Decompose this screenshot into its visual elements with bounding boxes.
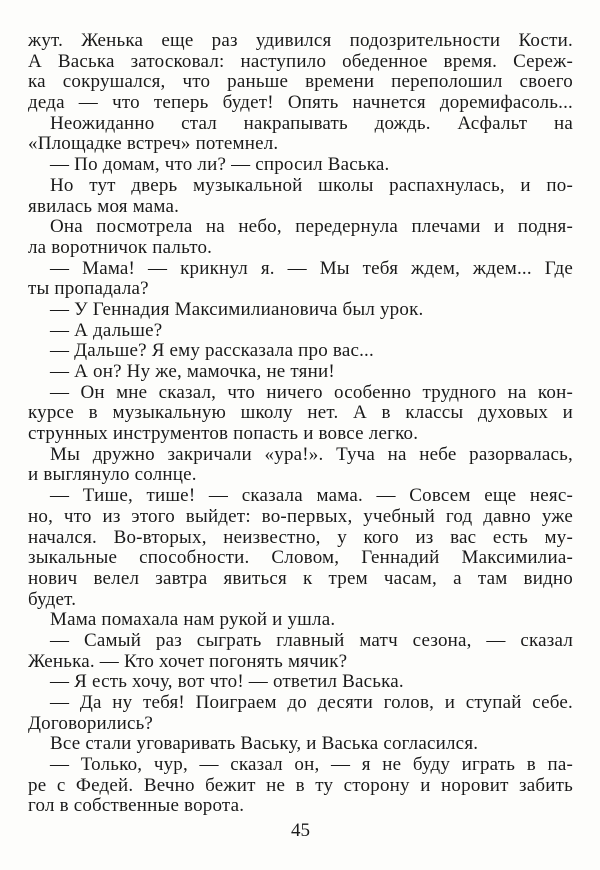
text-line: жут. Женька еще раз удивился подозрительности Кости. (28, 30, 573, 51)
text-line: зыкальные способности. Словом, Геннадий Максимилиа- (28, 547, 573, 569)
text-line: — Я есть хочу, вот что! — ответил Васька. (50, 671, 404, 693)
text-line: и выглянуло солнце. (28, 464, 197, 486)
text-line: ре с Федей. Вечно бежит не в ту сторону и норовит забить (28, 774, 573, 796)
text-line: Все стали уговаривать Ваську, и Васька согласился. (50, 733, 479, 755)
text-line: курсе в музыкальную школу нет. А в классы духовых и (28, 402, 573, 424)
text-line: Она посмотрела на небо, передернула плечами и подня- (50, 216, 573, 238)
text-line: — У Геннадия Максимилиановича был урок. (50, 298, 424, 320)
text-line: Мама помахала нам рукой и ушла. (50, 609, 336, 631)
text-line: — А дальше? (50, 319, 163, 341)
text-line: деда — что теперь будет! Опять начнется доремифасоль... (28, 92, 573, 114)
text-line: — По домам, что ли? — спросил Васька. (50, 154, 390, 176)
text-line: — Он мне сказал, что ничего особенно трудного на кон- (50, 381, 573, 403)
text-line: — Только, чур, — сказал он, — я не буду играть в па- (50, 754, 573, 776)
text-line: Договорились? (28, 712, 154, 734)
page-number: 45 (291, 820, 310, 841)
text-line: Неожиданно стал накрапывать дождь. Асфальт на (50, 112, 573, 134)
text-line: А Васька затосковал: наступило обеденное время. Сереж- (28, 50, 573, 72)
text-line: ты пропадала? (28, 278, 149, 300)
text-line: «Площадке встреч» потемнел. (28, 133, 279, 155)
text-line: нович велел завтра явиться к трем часам, а там видно (28, 567, 573, 589)
text-line: явилась моя мама. (28, 195, 180, 217)
text-line: начался. Во-вторых, неизвестно, у кого из вас есть му- (28, 526, 573, 548)
text-line: Женька. — Кто хочет погонять мячик? (28, 650, 348, 672)
text-line: струнных инструментов попасть и вовсе легко. (28, 423, 419, 445)
text-line: гол в собственные ворота. (28, 795, 245, 817)
text-line: будет. (28, 588, 77, 610)
text-line: — Дальше? Я ему рассказала про вас... (50, 340, 374, 362)
text-line: — Да ну тебя! Поиграем до десяти голов, и ступай себе. (50, 692, 573, 713)
text-line: но, что из этого выйдет: во-первых, учебный год давно уже (28, 505, 573, 527)
text-line: Мы дружно закричали «ура!». Туча на небе разорвалась, (50, 443, 573, 465)
text-line: — Тише, тише! — сказала мама. — Совсем еще неяс- (50, 485, 573, 507)
text-line: — Мама! — крикнул я. — Мы тебя ждем, ждем... Где (50, 257, 573, 279)
text-line: — Самый раз сыграть главный матч сезона, — сказал (50, 629, 573, 651)
page-text (28, 31, 573, 817)
text-line: ла воротничок пальто. (28, 236, 213, 258)
text-line: ка сокрушался, что раньше времени переполошил своего (28, 71, 573, 93)
text-line: Но тут дверь музыкальной школы распахнулась, и по- (50, 174, 573, 196)
text-line: — А он? Ну же, мамочка, не тяни! (50, 361, 335, 382)
